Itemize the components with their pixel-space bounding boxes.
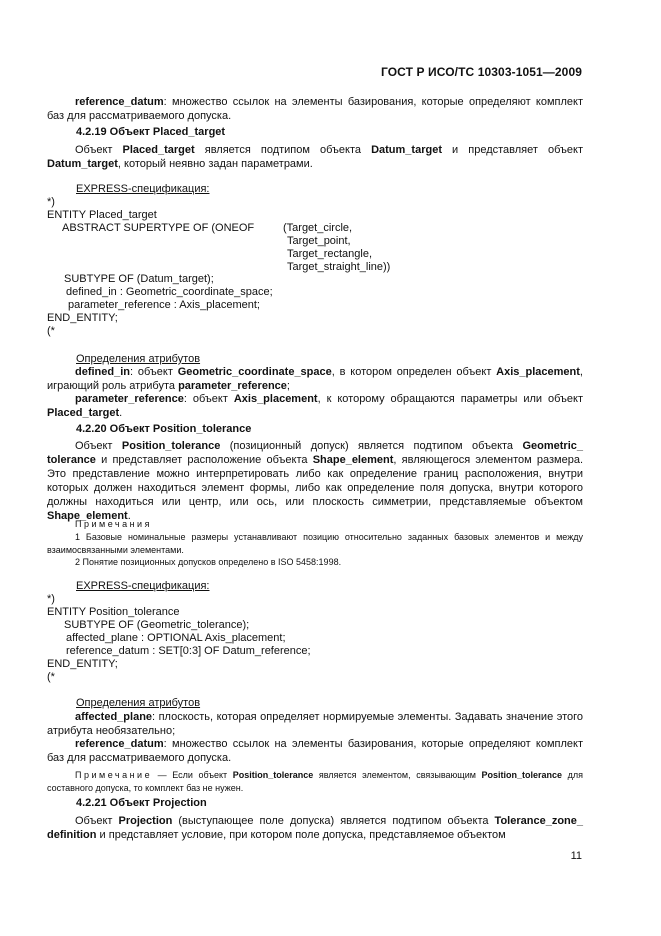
code-line: SUBTYPE OF (Datum_target);	[64, 273, 214, 285]
text: Объект	[75, 440, 122, 452]
text: , в котором определен объект	[331, 366, 497, 378]
text: , играющий роль атрибута	[47, 366, 583, 392]
code-line: (Target_circle,	[283, 222, 353, 234]
position-tolerance-paragraph	[47, 439, 583, 523]
express-specification-label: EXPRESS-спецификация:	[76, 580, 210, 592]
term: Datum_target	[371, 144, 442, 156]
note-1: 1 Базовые номинальные размеры устанавливают позицию относительно заданных базовых элементов и между взаимосвязанными элементами.	[47, 532, 583, 555]
term: Axis_placement	[496, 366, 580, 378]
term: Projection	[118, 815, 173, 827]
text: .	[119, 407, 123, 419]
code-line: defined_in : Geometric_coordinate_space;	[66, 286, 273, 298]
text: , являющегося элементом размера. Это представление можно интерпретировать либо как определение границ расположения, внутри которых должен находиться элемент формы, либо как определение поля допуска, внутри которого должны находиться или центр, или ось, или плоскость симметрии, представляемые объектом	[47, 454, 584, 508]
text: , который неявно задан параметрами.	[117, 158, 313, 170]
note-label: Примечание	[75, 770, 153, 780]
section-heading-4-2-20: 4.2.20 Объект Position_tolerance	[76, 423, 252, 435]
text: : объект	[130, 366, 178, 378]
text: является элементом, связывающим	[313, 770, 482, 780]
section-heading-4-2-19: 4.2.19 Объект Placed_target	[76, 126, 226, 138]
code-line: (*	[47, 671, 55, 683]
term: Geometric_ tolerance	[47, 440, 583, 466]
text: : объект	[183, 393, 234, 405]
code-line: Target_point,	[287, 235, 351, 247]
code-line: SUBTYPE OF (Geometric_tolerance);	[64, 619, 250, 631]
text: (позиционный допуск) является подтипом объекта	[220, 440, 523, 452]
text: и представляет расположение объекта	[95, 454, 313, 466]
term: Placed_target	[47, 407, 120, 419]
term: Position_tolerance	[232, 770, 314, 780]
text: : множество ссылок на элементы базирования, которые определяют комплект баз для рассматриваемого допуска.	[47, 96, 583, 122]
document-number-header: ГОСТ Р ИСО/ТС 10303-1051—2009	[381, 65, 582, 79]
term: Shape_element	[312, 454, 394, 466]
position-tolerance-note	[47, 769, 583, 795]
reference-datum-paragraph	[47, 95, 583, 123]
text: и представляет условие, при котором поле допуска, представляемое объектом	[96, 829, 506, 841]
text: Объект	[75, 815, 119, 827]
code-line: (*	[47, 325, 55, 337]
term: Shape_element	[47, 510, 128, 522]
term: Placed_target	[122, 144, 195, 156]
note-2: 2 Понятие позиционных допусков определено в ISO 5458:1998.	[75, 557, 342, 567]
code-line: parameter_reference : Axis_placement;	[68, 299, 260, 311]
code-line: *)	[47, 196, 55, 208]
text: , к которому обращаются параметры или объект	[317, 393, 583, 405]
page-number: 11	[570, 850, 582, 862]
attribute-definitions-label: Определения атрибутов	[76, 697, 201, 709]
code-line: END_ENTITY;	[47, 658, 118, 670]
text: является подтипом объекта	[194, 144, 372, 156]
text: : плоскость, которая определяет нормируемые элементы. Задавать значение этого атрибута необязательно;	[47, 711, 583, 737]
term: parameter_reference	[75, 393, 184, 405]
code-line: ABSTRACT SUPERTYPE OF (ONEOF	[62, 222, 255, 234]
term: parameter_reference	[178, 380, 287, 392]
text: : множество ссылок на элементы базирования, которые определяют комплект баз для рассматриваемого допуска.	[47, 738, 583, 764]
express-specification-label: EXPRESS-спецификация:	[76, 183, 210, 195]
term: defined_in	[75, 366, 131, 378]
code-line: affected_plane : OPTIONAL Axis_placement;	[66, 632, 286, 644]
section-heading-4-2-21: 4.2.21 Объект Projection	[76, 797, 207, 809]
text: и представляет объект	[441, 144, 583, 156]
attribute-definitions-label: Определения атрибутов	[76, 353, 201, 365]
code-line: ENTITY Position_tolerance	[47, 606, 180, 618]
projection-paragraph	[47, 814, 583, 842]
term: Position_tolerance	[481, 770, 563, 780]
term: Tolerance_zone_ definition	[47, 815, 583, 841]
code-line: *)	[47, 593, 55, 605]
term: Geometric_coordinate_space	[177, 366, 332, 378]
text: (выступающее поле допуска) является подтипом объекта	[172, 815, 495, 827]
reference-datum-definition	[47, 737, 583, 765]
parameter-reference-definition	[47, 392, 583, 420]
text: — Если объект	[152, 770, 233, 780]
term: affected_plane	[75, 711, 153, 723]
placed-target-paragraph	[47, 143, 583, 171]
text: .	[127, 510, 131, 522]
term: Datum_target	[47, 158, 118, 170]
code-line: reference_datum : SET[0:3] OF Datum_reference;	[66, 645, 311, 657]
term: Position_tolerance	[121, 440, 221, 452]
term: reference_datum	[75, 738, 164, 750]
code-line: ENTITY Placed_target	[47, 209, 157, 221]
code-line: Target_rectangle,	[287, 248, 372, 260]
text: для составного допуска, то комплект баз не нужен.	[47, 770, 583, 793]
defined-in-definition	[47, 365, 583, 393]
code-line: Target_straight_line))	[287, 261, 391, 273]
term: Axis_placement	[233, 393, 318, 405]
text: Объект	[75, 144, 123, 156]
text: ;	[286, 380, 290, 392]
code-line: END_ENTITY;	[47, 312, 118, 324]
affected-plane-definition	[47, 710, 583, 738]
term: reference_datum	[75, 96, 164, 108]
notes-label: Примечания	[75, 519, 152, 529]
